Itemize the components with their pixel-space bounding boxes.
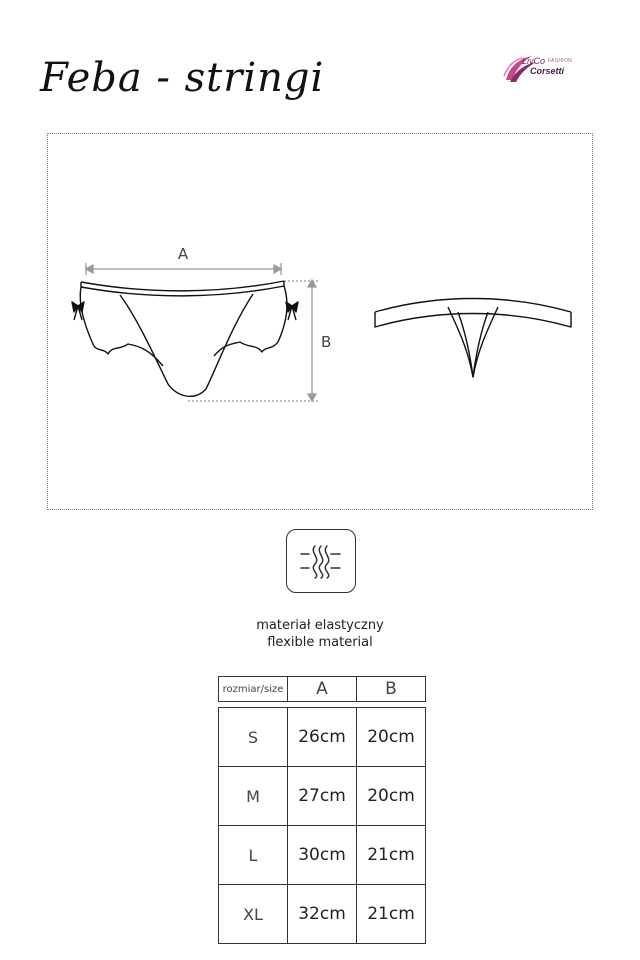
size-table-header (218, 676, 426, 702)
thong-back-view (375, 299, 571, 378)
value-b-cell: 20cm (357, 707, 426, 767)
size-table (218, 676, 426, 944)
technical-drawing-frame (47, 133, 593, 510)
col-b-header: B (357, 676, 426, 702)
value-a-cell: 27cm (288, 767, 357, 826)
value-b-cell: 20cm (357, 767, 426, 826)
value-a-cell: 32cm (288, 885, 357, 944)
table-row (218, 707, 426, 767)
material-label-pl: materiał elastyczny (256, 618, 384, 633)
table-row (218, 885, 426, 944)
value-a-cell: 30cm (288, 826, 357, 885)
size-cell: XL (218, 885, 288, 944)
brand-logo (500, 50, 600, 90)
logo-line2: Corsetti (530, 66, 565, 76)
table-row (218, 767, 426, 826)
size-column-header: rozmiar/size (218, 676, 288, 702)
table-row (218, 826, 426, 885)
thong-front-view (72, 281, 298, 396)
dimension-a-arrow (86, 263, 281, 275)
thong-technical-drawing (48, 134, 594, 511)
dimension-a-label: A (177, 245, 189, 263)
stretch-waves-icon (287, 530, 354, 591)
size-cell: S (218, 707, 288, 767)
dimension-b-arrow (188, 280, 318, 401)
size-cell: L (218, 826, 288, 885)
dimension-b-label: B (321, 333, 332, 351)
logo-line1: LivCo (522, 56, 546, 66)
col-a-header: A (288, 676, 357, 702)
logo-line1-sub: FASHION (548, 58, 573, 64)
value-b-cell: 21cm (357, 826, 426, 885)
flexible-material-badge (286, 529, 356, 593)
value-b-cell: 21cm (357, 885, 426, 944)
material-label-en: flexible material (267, 635, 373, 650)
value-a-cell: 26cm (288, 707, 357, 767)
product-title: Feba - stringi (40, 55, 325, 101)
size-cell: M (218, 767, 288, 826)
